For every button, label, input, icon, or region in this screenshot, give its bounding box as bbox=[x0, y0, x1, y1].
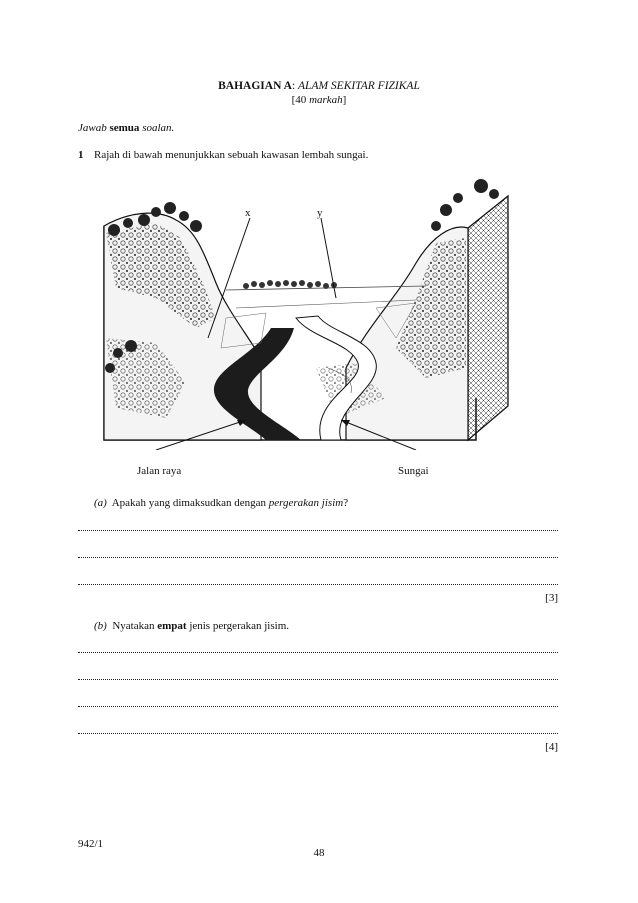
answer-line-a-3[interactable] bbox=[78, 584, 558, 585]
part-a-text: Apakah yang dimaksudkan dengan bbox=[111, 497, 266, 509]
part-b-suffix: jenis pergerakan jisim. bbox=[189, 620, 289, 632]
instruction bbox=[78, 122, 174, 134]
part-b-letter: (b) bbox=[94, 620, 107, 632]
part-b-bold-term: empat bbox=[157, 620, 187, 632]
paper-code: 942/1 bbox=[78, 838, 104, 850]
part-b-text: Nyatakan bbox=[112, 620, 155, 632]
answer-line-b-2[interactable] bbox=[78, 679, 558, 680]
section-label: BAHAGIAN A bbox=[218, 80, 292, 92]
part-a-letter: (a) bbox=[94, 497, 107, 509]
section-separator: : bbox=[291, 80, 296, 92]
answer-line-a-1[interactable] bbox=[78, 530, 558, 531]
part-b-marks: [4] bbox=[545, 741, 558, 753]
instruction-suffix: soalan. bbox=[142, 122, 175, 134]
question-text: Rajah di bawah menunjukkan sebuah kawasan lembah sungai. bbox=[94, 149, 369, 161]
figure-label-y: y bbox=[317, 207, 323, 219]
right-cliff-face bbox=[468, 196, 508, 440]
part-a-marks: [3] bbox=[545, 592, 558, 604]
river-valley-illustration bbox=[96, 168, 528, 450]
instruction-bold: semua bbox=[109, 122, 140, 134]
answer-line-a-2[interactable] bbox=[78, 557, 558, 558]
answer-line-b-1[interactable] bbox=[78, 652, 558, 653]
figure-label-x: x bbox=[245, 207, 251, 219]
part-a-question bbox=[94, 497, 348, 509]
section-marks-close: ] bbox=[342, 94, 347, 106]
section-topic: ALAM SEKITAR FIZIKAL bbox=[298, 80, 420, 92]
part-b-question bbox=[94, 620, 289, 632]
section-marks bbox=[0, 94, 638, 106]
instruction-prefix: Jawab bbox=[78, 122, 107, 134]
answer-line-b-4[interactable] bbox=[78, 733, 558, 734]
part-a-italic-term: pergerakan jisim bbox=[268, 497, 344, 509]
question-number: 1 bbox=[78, 149, 84, 161]
answer-line-b-3[interactable] bbox=[78, 706, 558, 707]
section-heading bbox=[0, 80, 638, 92]
figure-label-road: Jalan raya bbox=[137, 465, 182, 477]
part-a-suffix: ? bbox=[343, 497, 349, 509]
figure-label-river: Sungai bbox=[398, 465, 429, 477]
section-marks-word: markah bbox=[309, 94, 343, 106]
page-number: 48 bbox=[313, 847, 325, 859]
section-marks-open: [40 bbox=[291, 94, 310, 106]
